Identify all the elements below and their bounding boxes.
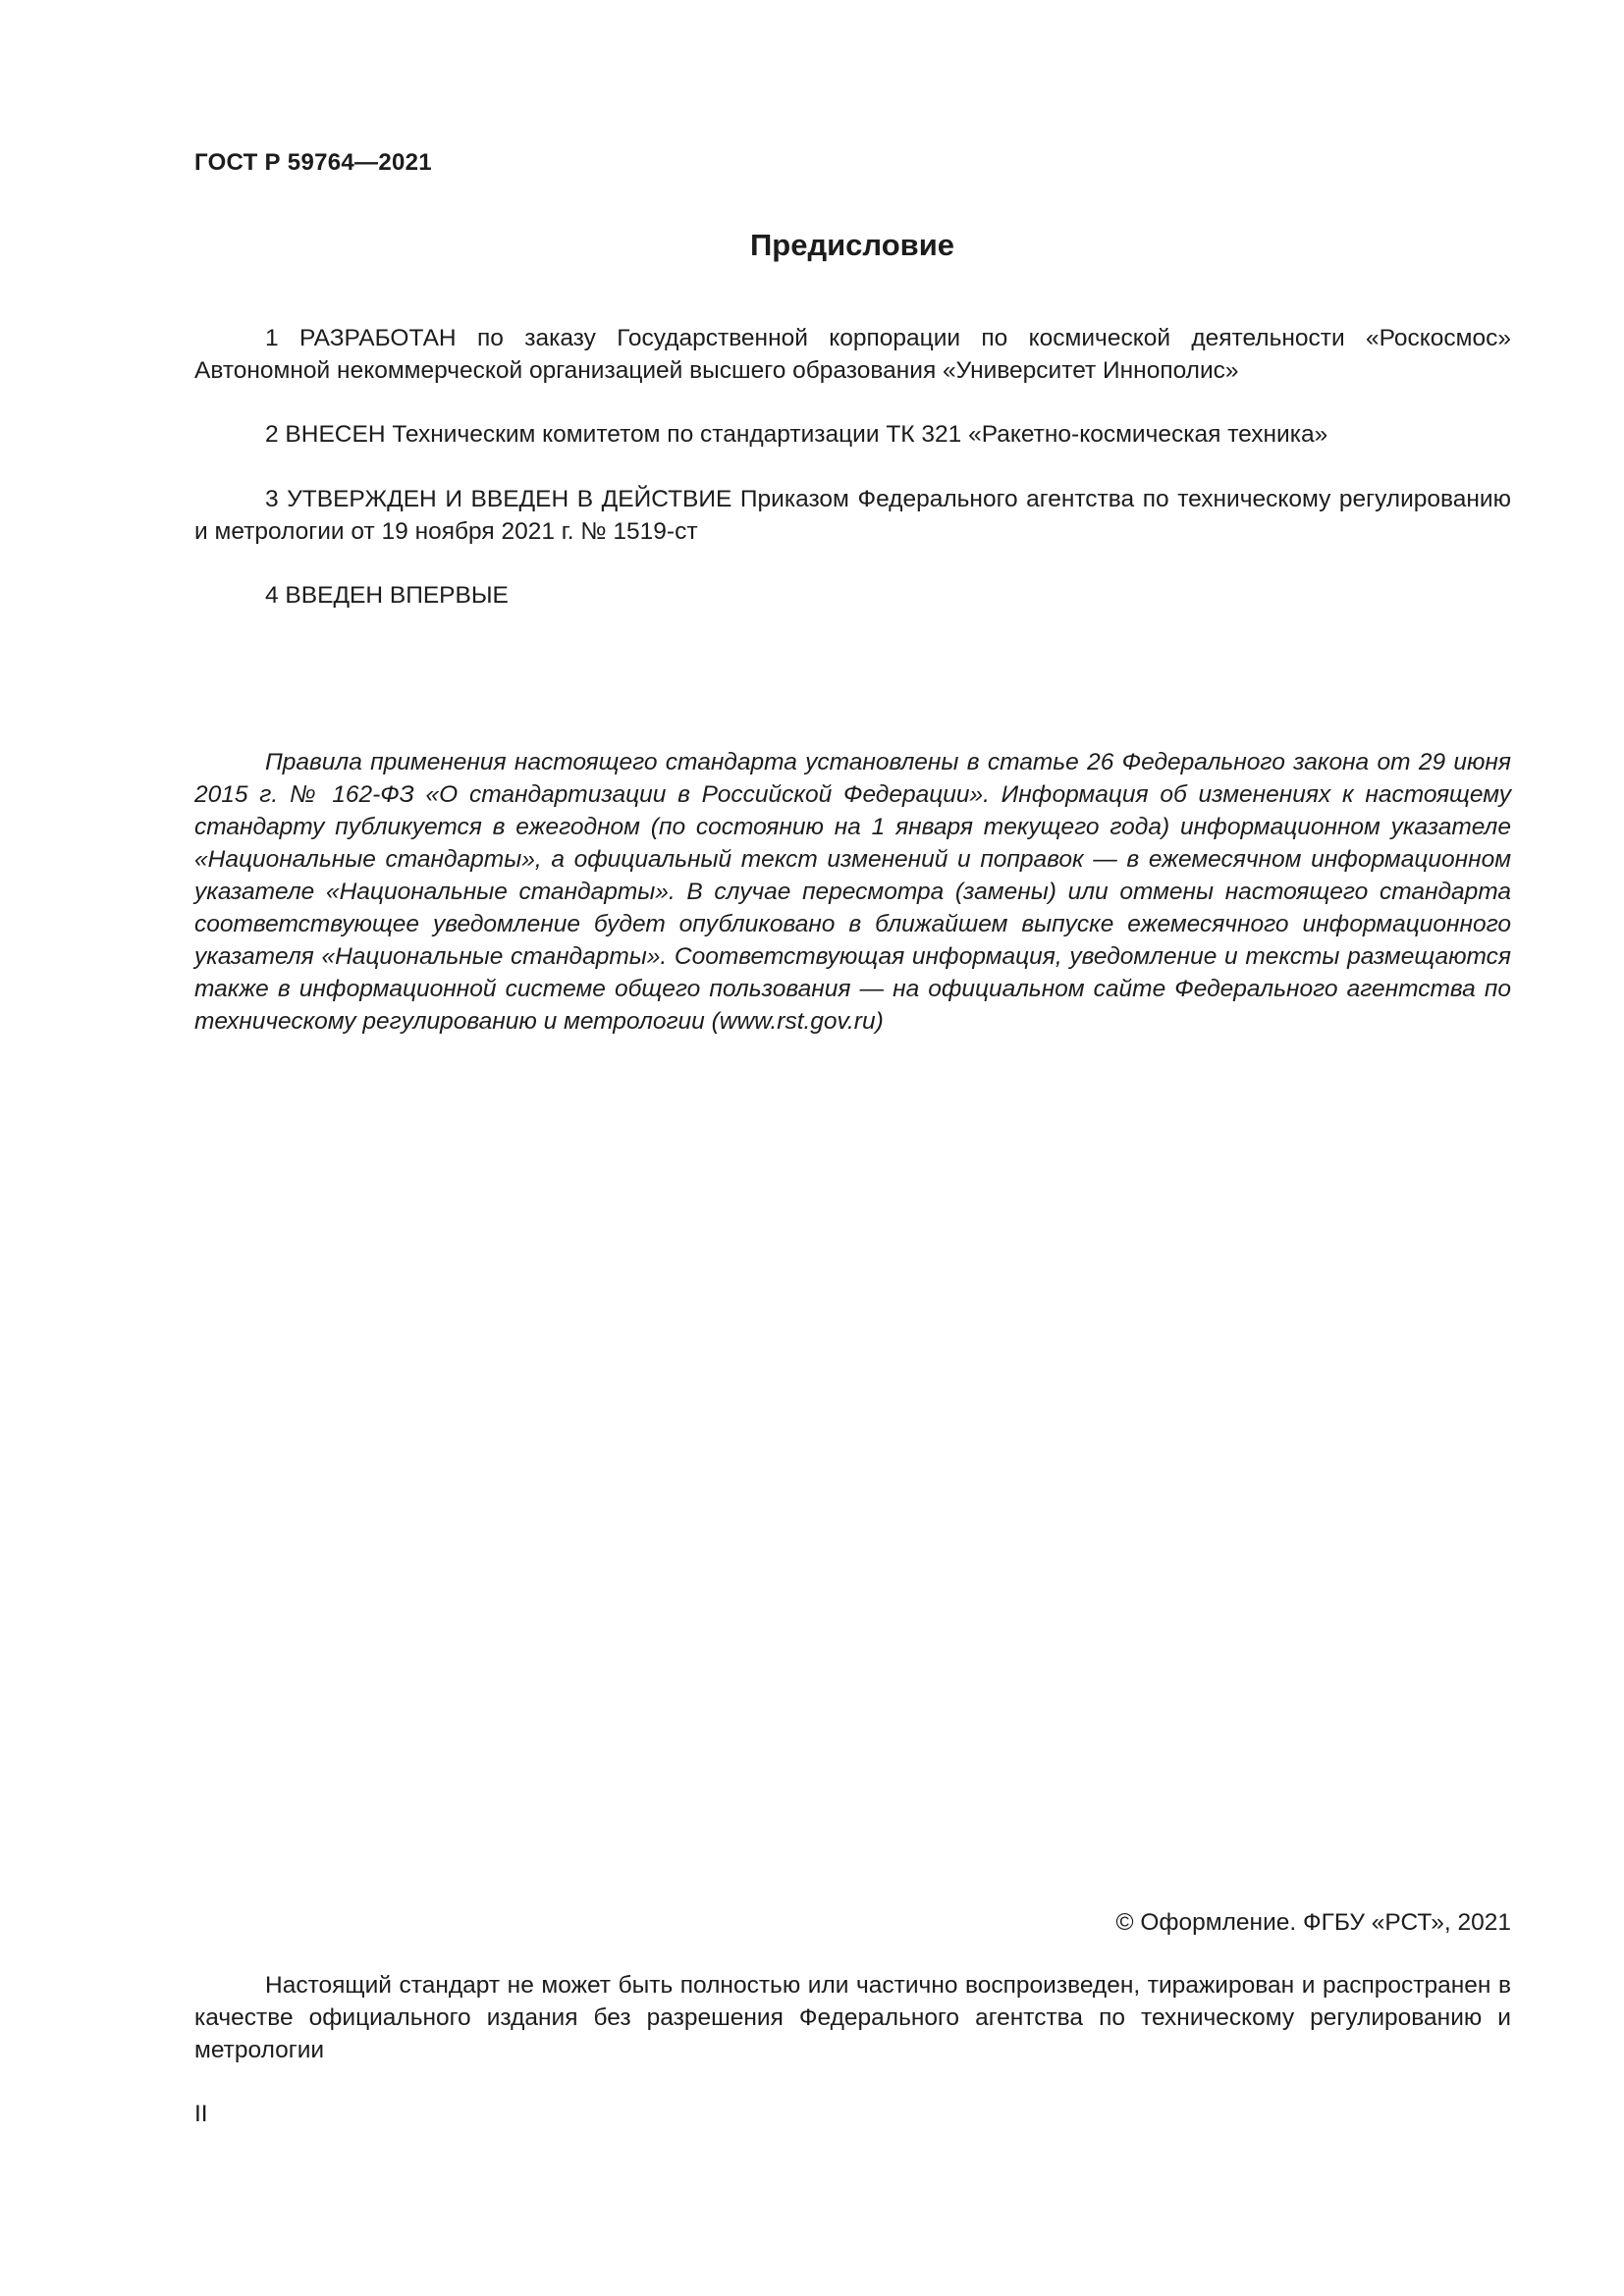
page-number: II	[194, 2101, 208, 2127]
application-rules-paragraph: Правила применения настоящего стандарта установлены в статье 26 Федерального закона от 29 июня 2015 г. № 162-ФЗ «О стандартизации в Российской Федерации». Информация об изменениях к настоящему стандарту публикуется в ежегодном (по состоянию на 1 января текущего года) информационном указателе «Национальные стандарты», а официальный текст изменений и поправок — в ежемесячном информационном указателе «Национальные стандарты». В случае пересмотра (замены) или отмены настоящего стандарта соответствующее уведомление будет опубликовано в ближайшем выпуске ежемесячного информационного указателя «Национальные стандарты». Соответствующая информация, уведомление и тексты размещаются также в информационной системе общего пользования — на официальном сайте Федерального агентства по техническому регулированию и метрологии (www.rst.gov.ru)	[194, 749, 1511, 1035]
copyright-line: © Оформление. ФГБУ «РСТ», 2021	[1115, 1909, 1511, 1936]
document-code: ГОСТ Р 59764—2021	[194, 149, 432, 176]
preface-item-1: 1 РАЗРАБОТАН по заказу Государственной корпорации по космической деятельности «Роскосмос» Автономной некоммерческой организацией высшего образования «Университет Иннополис»	[194, 325, 1511, 384]
reproduction-notice: Настоящий стандарт не может быть полностью или частично воспроизведен, тиражирован и распространен в качестве официального издания без разрешения Федерального агентства по техническому регулированию и метрологии	[194, 1972, 1511, 2063]
preface-item-4: 4 ВВЕДЕН ВПЕРВЫЕ	[265, 582, 509, 609]
preface-item-3: 3 УТВЕРЖДЕН И ВВЕДЕН В ДЕЙСТВИЕ Приказом Федерального агентства по техническому регулированию и метрологии от 19 ноября 2021 г. № 1519-ст	[194, 486, 1511, 545]
preface-title: Предисловие	[749, 228, 954, 262]
preface-item-2: 2 ВНЕСЕН Техническим комитетом по стандартизации ТК 321 «Ракетно-космическая техника»	[265, 421, 1328, 448]
